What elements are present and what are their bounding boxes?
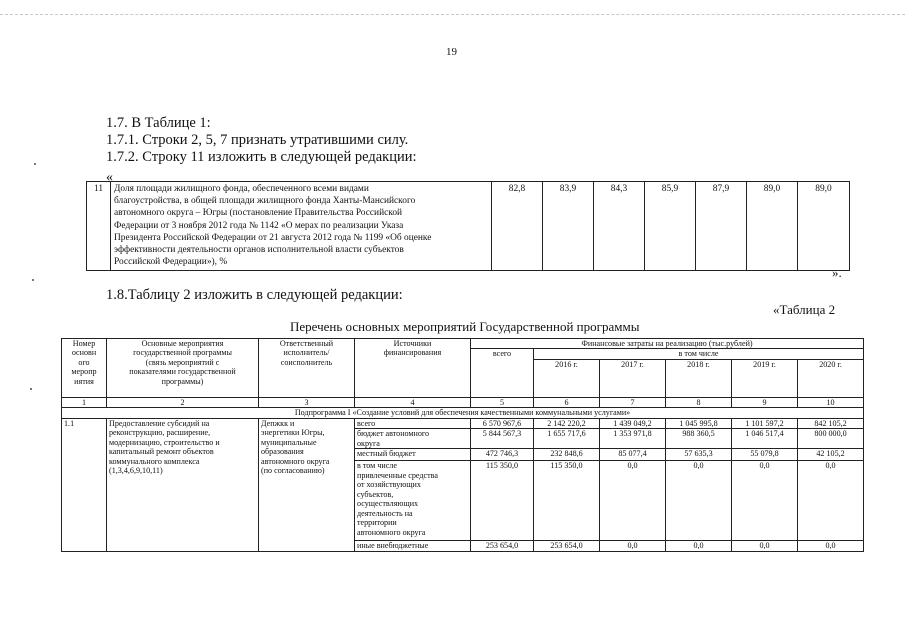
- scan-speck: [34, 163, 36, 165]
- responsible-line: Депжкк и: [261, 418, 295, 428]
- funding-source-line: местный бюджет: [357, 449, 416, 459]
- funding-source: [355, 541, 471, 551]
- header-line: финансирования: [383, 348, 442, 358]
- amount-cell: 1 046 517,4: [732, 429, 798, 449]
- amount-cell: 842 105,2: [798, 418, 864, 428]
- column-index: 1: [62, 397, 107, 407]
- header-sources: [355, 339, 471, 398]
- header-year: 2020 г.: [798, 359, 864, 397]
- indicator-value: 89,0: [798, 182, 850, 271]
- header-costs: Финансовые затраты на реализацию (тыс.рублей): [471, 339, 864, 349]
- header-line: меропр: [71, 367, 97, 377]
- funding-source: [355, 429, 471, 449]
- header-line: показателями государственной: [129, 367, 236, 377]
- responsible-line: образования: [261, 447, 304, 457]
- header-line: иятия: [74, 376, 94, 386]
- responsible-line: автономного округа: [261, 456, 330, 466]
- amount-cell: 0,0: [732, 461, 798, 541]
- section-1-7-heading: 1.7. В Таблице 1:: [106, 115, 211, 131]
- table-caption: «Таблица 2: [773, 302, 836, 317]
- activity-name-line: (1,3,4,6,9,10,11): [109, 466, 163, 476]
- activity-name-line: реконструкцию, расширение,: [109, 428, 211, 438]
- amount-cell: 0,0: [666, 461, 732, 541]
- description-line: Президента Российской Федерации от 21 августа 2012 года № 1199 «Об оценке: [114, 232, 432, 243]
- amount-cell: 0,0: [600, 541, 666, 551]
- activity-name: [107, 418, 259, 551]
- amount-cell: 800 000,0: [798, 429, 864, 449]
- activity-name-line: модернизацию, строительство и: [109, 437, 220, 447]
- funding-source-line: всего: [357, 418, 376, 428]
- header-line: ого: [78, 357, 90, 367]
- column-index: 9: [732, 397, 798, 407]
- indicator-value: 83,9: [543, 182, 594, 271]
- indicator-value: 85,9: [645, 182, 696, 271]
- header-year: 2016 г.: [534, 359, 600, 397]
- amount-cell: 0,0: [798, 541, 864, 551]
- amount-cell: 232 848,6: [534, 449, 600, 461]
- amount-cell: 0,0: [798, 461, 864, 541]
- subprogram-title: Подпрограмма I «Создание условий для обеспечения качественными коммунальными услугами»: [62, 408, 864, 418]
- header-line: государственной программы: [133, 348, 232, 358]
- header-line: Ответственный: [279, 339, 334, 348]
- column-index: 7: [600, 397, 666, 407]
- amount-cell: 2 142 220,2: [534, 418, 600, 428]
- table-row: [62, 418, 864, 428]
- header-activities: [107, 339, 259, 398]
- section-1-8-heading: 1.8.Таблицу 2 изложить в следующей редакции:: [106, 287, 403, 303]
- description-line: Федерации от 3 ноября 2012 года № 1142 «О мерах по реализации Указа: [114, 220, 404, 231]
- scan-speck: [30, 388, 32, 390]
- indicator-value: 87,9: [696, 182, 747, 271]
- amount-cell: 5 844 567,3: [471, 429, 534, 449]
- responsible-line: (по согласованию): [261, 466, 325, 476]
- header-line: основн: [71, 348, 97, 358]
- indicator-value: 84,3: [594, 182, 645, 271]
- activity-number: 1.1: [62, 418, 107, 551]
- description-line: эффективности деятельности органов исполнительной власти субъектов: [114, 245, 404, 256]
- column-index: 2: [107, 397, 259, 407]
- closing-quote: ».: [832, 265, 842, 280]
- header-line: программы): [161, 376, 204, 386]
- funding-source-line: иные внебюджетные: [357, 541, 429, 551]
- amount-cell: 472 746,3: [471, 449, 534, 461]
- column-index-row: [62, 397, 864, 407]
- table1-row-11: [86, 181, 850, 271]
- amount-cell: 988 360,5: [666, 429, 732, 449]
- activity-name-line: капитальный ремонт объектов: [109, 447, 214, 457]
- amount-cell: 0,0: [732, 541, 798, 551]
- funding-source-line: территории: [357, 518, 397, 528]
- header-line: (связь мероприятий с: [145, 357, 220, 367]
- header-year: 2019 г.: [732, 359, 798, 397]
- amount-cell: 0,0: [666, 541, 732, 551]
- funding-source-line: автономного округа: [357, 527, 426, 537]
- header-responsible: [259, 339, 355, 398]
- description-line: автономного округа – Югры (постановление Правительства Российской: [114, 208, 403, 219]
- amount-cell: 1 045 995,8: [666, 418, 732, 428]
- funding-source-line: округа: [357, 438, 380, 448]
- amount-cell: 1 439 049,2: [600, 418, 666, 428]
- amount-cell: 253 654,0: [534, 541, 600, 551]
- header-line: Источники: [393, 339, 432, 348]
- responsible-line: энергетики Югры,: [261, 428, 325, 438]
- description-line: благоустройства, в общей площади жилищного фонда Ханты-Мансийского: [114, 196, 416, 207]
- activity-name-line: коммунального комплекса: [109, 456, 200, 466]
- funding-source-line: субъектов,: [357, 489, 394, 499]
- header-line: соисполнитель: [280, 357, 333, 367]
- header-including: в том числе: [534, 349, 864, 359]
- amount-cell: 253 654,0: [471, 541, 534, 551]
- amount-cell: 115 350,0: [534, 461, 600, 541]
- column-index: 6: [534, 397, 600, 407]
- responsible-line: муниципальные: [261, 437, 317, 447]
- funding-source-line: деятельность на: [357, 508, 413, 518]
- indicator-description: [111, 182, 492, 271]
- header-number: [62, 339, 107, 398]
- amount-cell: 42 105,2: [798, 449, 864, 461]
- row-number: 11: [87, 182, 111, 271]
- description-line: Российской Федерации»), %: [114, 257, 228, 268]
- funding-source: [355, 461, 471, 541]
- table2-activities: [61, 338, 864, 552]
- amount-cell: 115 350,0: [471, 461, 534, 541]
- funding-source-line: от хозяйствующих: [357, 480, 421, 490]
- header-year: 2017 г.: [600, 359, 666, 397]
- column-index: 5: [471, 397, 534, 407]
- amount-cell: 0,0: [600, 461, 666, 541]
- header-line: Номер: [72, 339, 96, 348]
- scan-speck: [32, 279, 34, 281]
- amount-cell: 57 635,3: [666, 449, 732, 461]
- indicator-value: 89,0: [747, 182, 798, 271]
- funding-source: [355, 449, 471, 461]
- funding-source: [355, 418, 471, 428]
- page-number: 19: [446, 46, 457, 58]
- header-line: исполнитель/: [283, 348, 330, 358]
- amount-cell: 6 570 967,6: [471, 418, 534, 428]
- section-1-7-2-text: 1.7.2. Строку 11 изложить в следующей редакции:: [106, 149, 417, 165]
- opening-quote: «: [106, 170, 113, 185]
- column-index: 4: [355, 397, 471, 407]
- column-index: 10: [798, 397, 864, 407]
- column-index: 3: [259, 397, 355, 407]
- column-index: 8: [666, 397, 732, 407]
- funding-source-line: в том числе: [357, 461, 397, 471]
- scan-edge-line: [0, 14, 905, 15]
- amount-cell: 1 101 597,2: [732, 418, 798, 428]
- activity-name-line: Предоставление субсидий на: [109, 418, 210, 428]
- amount-cell: 55 079,8: [732, 449, 798, 461]
- amount-cell: 1 353 971,8: [600, 429, 666, 449]
- funding-source-line: бюджет автономного: [357, 429, 430, 439]
- description-line: Доля площади жилищного фонда, обеспеченного всеми видами: [114, 184, 369, 194]
- funding-source-line: осуществляющих: [357, 499, 419, 509]
- funding-source-line: привлеченные средства: [357, 470, 438, 480]
- header-year: 2018 г.: [666, 359, 732, 397]
- indicator-value: 82,8: [492, 182, 543, 271]
- table-title: Перечень основных мероприятий Государственной программы: [290, 319, 640, 334]
- header-line: Основные мероприятия: [141, 339, 224, 348]
- amount-cell: 85 077,4: [600, 449, 666, 461]
- amount-cell: 1 655 717,6: [534, 429, 600, 449]
- header-total: всего: [471, 349, 534, 397]
- section-1-7-1-text: 1.7.1. Строки 2, 5, 7 признать утратившими силу.: [106, 132, 409, 148]
- activity-responsible: [259, 418, 355, 551]
